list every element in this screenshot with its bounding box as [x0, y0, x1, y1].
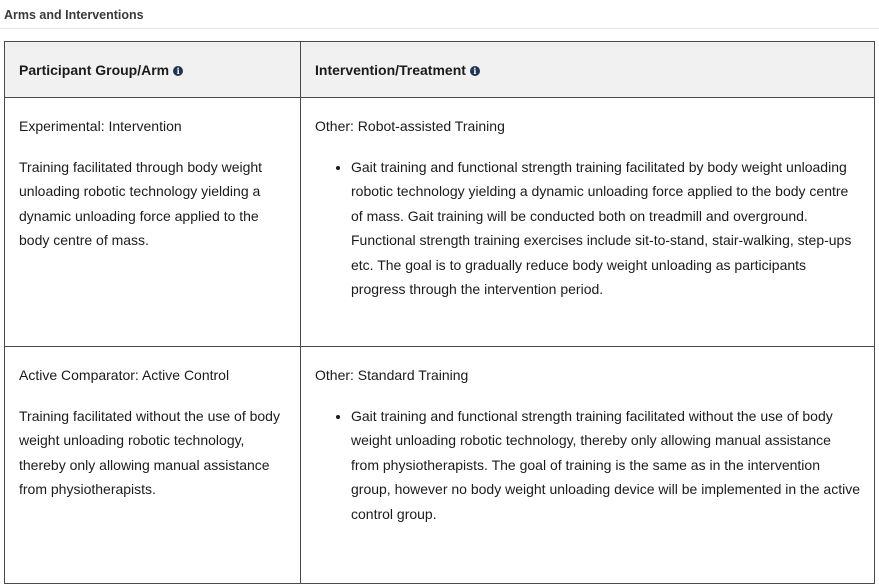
section-title: Arms and Interventions — [4, 8, 144, 22]
header-label: Participant Group/Arm — [19, 61, 170, 78]
intervention-list — [315, 404, 860, 527]
header-label: Intervention/Treatment — [315, 61, 466, 78]
arm-title: Experimental: Intervention — [19, 118, 182, 134]
intervention-cell — [301, 98, 875, 347]
arms-interventions-table — [4, 41, 875, 584]
arm-description: Training facilitated without the use of body weight unloading robotic technology, thereby only allowing manual assistance from physiotherapists. — [19, 407, 280, 497]
info-icon[interactable]: i — [173, 66, 183, 76]
list-item: • Gait training and functional strength training facilitated by body weight unloading robotic technology yielding a dynamic unloading force applied to the body centre of mass. Gait training will be conducted both on treadmill and overground. Functional strength training exercises include sit-to-stand, stair-walking, step-ups etc. The goal is to gradually reduce body weight unloading as participants progress through the intervention period. — [351, 155, 860, 302]
table-row — [5, 347, 875, 584]
section-divider — [0, 28, 879, 29]
intervention-cell — [301, 347, 875, 584]
list-item: • Gait training and functional strength training facilitated without the use of body weight unloading robotic technology, thereby only allowing manual assistance from physiotherapists. The goal of training is the same as in the intervention group, however no body weight unloading device will be implemented in the active control group. — [351, 404, 860, 527]
intervention-list — [315, 155, 860, 302]
header-intervention-treatment — [301, 42, 875, 98]
arm-description: Training facilitated through body weight unloading robotic technology yielding a dynamic unloading force applied to the body centre of mass. — [19, 158, 263, 248]
table-row — [5, 98, 875, 347]
header-participant-group-arm — [5, 42, 301, 98]
intervention-title: Other: Robot-assisted Training — [315, 118, 505, 134]
table-header-row — [5, 42, 875, 98]
info-icon[interactable]: i — [470, 66, 480, 76]
arm-title: Active Comparator: Active Control — [19, 367, 230, 383]
arm-cell — [5, 347, 301, 584]
arm-cell — [5, 98, 301, 347]
intervention-title: Other: Standard Training — [315, 367, 469, 383]
